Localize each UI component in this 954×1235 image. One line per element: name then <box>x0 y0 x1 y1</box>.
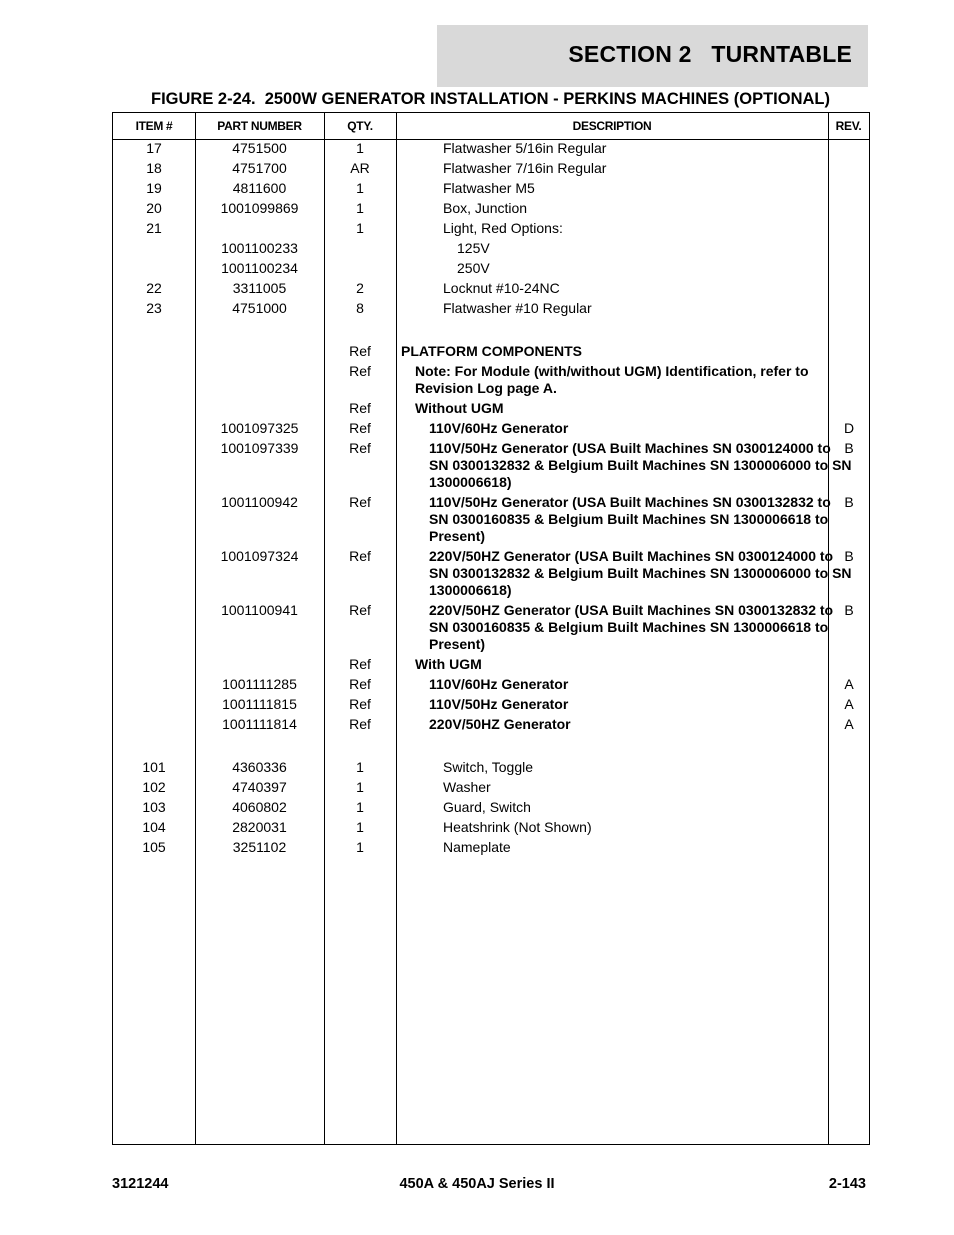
qty-cell: Ref <box>349 696 371 712</box>
qty-cell: Ref <box>349 400 371 416</box>
table-row <box>113 200 869 217</box>
rev-cell: A <box>844 676 854 692</box>
part-number-cell: 1001111815 <box>222 696 297 712</box>
table-row <box>113 160 869 177</box>
part-number-cell: 1001097324 <box>220 548 299 564</box>
part-number-cell: 1001099869 <box>220 200 299 216</box>
part-number-cell: 4811600 <box>232 180 287 196</box>
table-row <box>113 696 869 713</box>
qty-cell: 1 <box>356 779 364 795</box>
header-qty: QTY. <box>347 119 373 133</box>
item-number-cell: 105 <box>142 839 166 855</box>
part-number-cell: 1001097339 <box>220 440 299 456</box>
rev-cell: B <box>844 440 854 456</box>
qty-cell: Ref <box>349 676 371 692</box>
description-cell: Note: For Module (with/without UGM) Identification, refer to Revision Log page A. <box>415 363 809 396</box>
item-number-cell: 23 <box>146 300 162 316</box>
description-cell: 110V/50Hz Generator (USA Built Machines SN 0300132832 to SN 0300160835 & Belgium Built Machines SN 1300006618 to Present) <box>429 494 831 544</box>
item-number-cell: 20 <box>146 200 162 216</box>
table-row <box>113 320 869 343</box>
part-number-cell: 1001111814 <box>222 716 297 732</box>
description-cell: PLATFORM COMPONENTS <box>401 343 582 359</box>
qty-cell: 8 <box>356 300 364 316</box>
part-number-cell: 1001100234 <box>221 260 298 276</box>
table-row <box>113 676 869 693</box>
table-row <box>113 819 869 836</box>
item-number-cell: 17 <box>146 140 162 156</box>
part-number-cell: 3251102 <box>232 839 287 855</box>
header-part-number: PART NUMBER <box>217 119 302 133</box>
description-cell: Box, Junction <box>443 200 528 216</box>
figure-title: FIGURE 2-24. 2500W GENERATOR INSTALLATION - PERKINS MACHINES (OPTIONAL) <box>151 90 830 108</box>
description-cell: 110V/60Hz Generator <box>429 420 569 436</box>
description-cell: Washer <box>443 779 491 795</box>
header-description: DESCRIPTION <box>572 119 652 133</box>
description-cell: 250V <box>457 260 490 276</box>
table-row <box>113 280 869 297</box>
table-row <box>113 494 869 545</box>
table-row <box>113 220 869 237</box>
description-cell: Guard, Switch <box>443 799 531 815</box>
item-number-cell: 102 <box>142 779 166 795</box>
qty-cell: 1 <box>356 759 364 775</box>
qty-cell: 1 <box>356 200 364 216</box>
qty-cell: 2 <box>356 280 364 296</box>
table-row <box>113 839 869 856</box>
table-row <box>113 440 869 491</box>
item-number-cell: 22 <box>146 280 162 296</box>
description-cell: Light, Red Options: <box>443 220 563 236</box>
footer-document-number: 3121244 <box>112 1176 169 1192</box>
part-number-cell: 4751700 <box>232 160 287 176</box>
part-number-cell: 4751500 <box>232 140 287 156</box>
part-number-cell: 4740397 <box>232 779 287 795</box>
description-cell: 110V/50Hz Generator (USA Built Machines SN 0300124000 to SN 0300132832 & Belgium Built Machines SN 1300006000 to SN 1300006618) <box>429 440 852 490</box>
table-row <box>113 240 869 257</box>
part-number-cell: 2820031 <box>232 819 287 835</box>
rev-cell: D <box>843 420 855 436</box>
table-row <box>113 260 869 277</box>
part-number-cell: 1001100942 <box>221 494 298 510</box>
part-number-cell: 4360336 <box>232 759 287 775</box>
table-row <box>113 300 869 317</box>
table-row <box>113 716 869 733</box>
table-row <box>113 759 869 776</box>
header-rev: REV. <box>835 119 862 133</box>
qty-cell: Ref <box>349 548 371 564</box>
item-number-cell: 101 <box>142 759 166 775</box>
qty-cell: 1 <box>356 140 364 156</box>
description-cell: Flatwasher M5 <box>443 180 535 196</box>
table-row <box>113 343 869 360</box>
description-cell: Heatshrink (Not Shown) <box>443 819 592 835</box>
description-cell: With UGM <box>415 656 482 672</box>
table-body <box>113 140 869 859</box>
qty-cell: Ref <box>349 656 371 672</box>
description-cell <box>397 736 825 759</box>
item-number-cell: 21 <box>146 220 162 236</box>
part-number-cell: 1001100941 <box>221 602 298 618</box>
qty-cell: Ref <box>349 440 371 456</box>
description-cell: Locknut #10-24NC <box>443 280 560 296</box>
footer-page-number: 2-143 <box>828 1176 866 1192</box>
table-row <box>113 656 869 673</box>
description-cell: 110V/50Hz Generator <box>429 696 569 712</box>
qty-cell: Ref <box>349 716 371 732</box>
qty-cell: Ref <box>349 420 371 436</box>
part-number-cell: 4751000 <box>232 300 287 316</box>
part-number-cell: 3311005 <box>232 280 287 296</box>
part-number-cell: 4060802 <box>232 799 287 815</box>
part-number-cell: 1001111285 <box>222 676 297 692</box>
rev-cell: B <box>844 494 854 510</box>
section-header-box <box>437 25 868 87</box>
table-row <box>113 140 869 157</box>
description-cell: 220V/50HZ Generator <box>429 716 571 732</box>
parts-table <box>112 112 870 1145</box>
section-title: SECTION 2 TURNTABLE <box>568 41 852 67</box>
table-row <box>113 779 869 796</box>
description-cell <box>397 320 825 343</box>
description-cell: 220V/50HZ Generator (USA Built Machines SN 0300132832 to SN 0300160835 & Belgium Built Machines SN 1300006618 to Present) <box>429 602 834 652</box>
header-item: ITEM # <box>135 119 173 133</box>
qty-cell: 1 <box>356 819 364 835</box>
description-cell: Flatwasher 7/16in Regular <box>443 160 607 176</box>
qty-cell: AR <box>350 160 370 176</box>
table-row <box>113 420 869 437</box>
description-cell: Without UGM <box>415 400 504 416</box>
rev-cell: B <box>844 548 854 564</box>
description-cell: Switch, Toggle <box>443 759 534 775</box>
qty-cell: 1 <box>356 799 364 815</box>
qty-cell: 1 <box>356 220 364 236</box>
item-number-cell: 103 <box>142 799 166 815</box>
qty-cell: Ref <box>349 363 371 379</box>
table-row <box>113 548 869 599</box>
table-row <box>113 602 869 653</box>
description-cell: 110V/60Hz Generator <box>429 676 569 692</box>
footer-model: 450A & 450AJ Series II <box>399 1176 555 1192</box>
table-row <box>113 400 869 417</box>
description-cell: Flatwasher #10 Regular <box>443 300 592 316</box>
qty-cell: Ref <box>349 343 371 359</box>
qty-cell: Ref <box>349 602 371 618</box>
part-number-cell: 1001100233 <box>221 240 298 256</box>
qty-cell: 1 <box>356 180 364 196</box>
rev-cell: A <box>844 716 854 732</box>
description-cell: Nameplate <box>443 839 511 855</box>
rev-cell: A <box>844 696 854 712</box>
part-number-cell: 1001097325 <box>220 420 299 436</box>
description-cell: 125V <box>457 240 490 256</box>
table-row <box>113 736 869 759</box>
table-row <box>113 180 869 197</box>
table-row <box>113 363 869 397</box>
qty-cell: Ref <box>349 494 371 510</box>
table-row <box>113 799 869 816</box>
item-number-cell: 19 <box>146 180 162 196</box>
qty-cell: 1 <box>356 839 364 855</box>
description-cell: 220V/50HZ Generator (USA Built Machines SN 0300124000 to SN 0300132832 & Belgium Built Machines SN 1300006000 to SN 1300006618) <box>429 548 852 598</box>
item-number-cell: 104 <box>142 819 166 835</box>
description-cell: Flatwasher 5/16in Regular <box>443 140 607 156</box>
rev-cell: B <box>844 602 854 618</box>
item-number-cell: 18 <box>146 160 162 176</box>
